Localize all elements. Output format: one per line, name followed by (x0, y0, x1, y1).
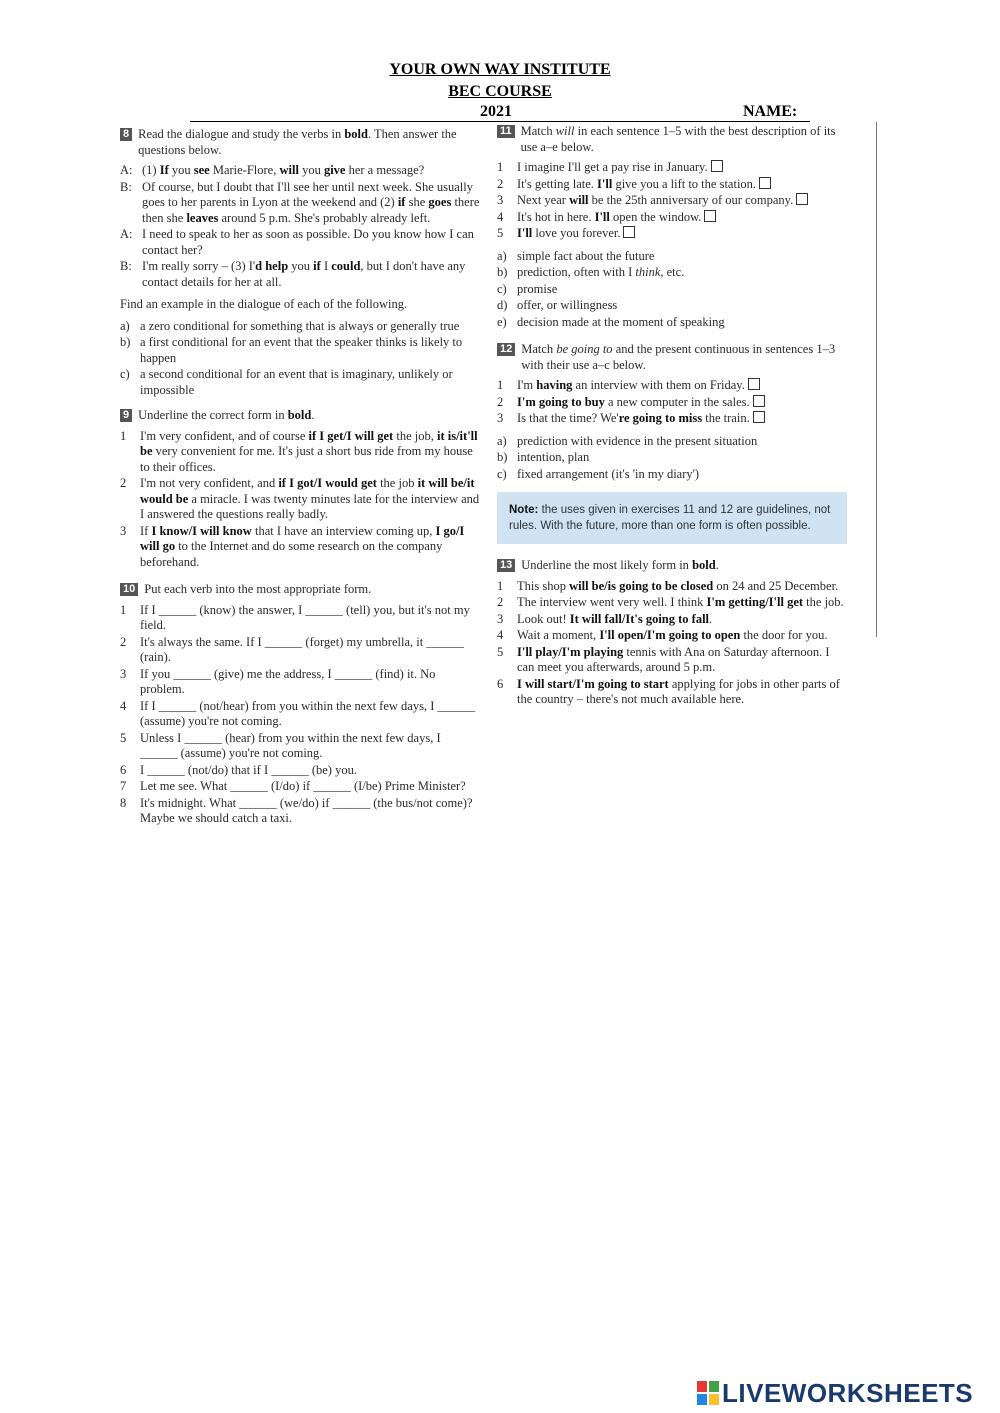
plain-text: Wait a moment, (517, 628, 600, 642)
plain-text: the door for you. (740, 628, 828, 642)
exercise-instruction: Put each verb into the most appropriate form. (144, 582, 372, 596)
item-text (517, 378, 847, 394)
item-label: b) (497, 450, 508, 464)
item-text: a first conditional for an event that the speaker thinks is likely to happen (140, 335, 463, 365)
exercise-12-title (497, 342, 847, 373)
plain-text: around 5 p.m. She's probably already left. (218, 210, 431, 225)
plain-text: you (168, 163, 194, 177)
plain-text: Marie-Flore, (209, 163, 280, 177)
exercise-instruction: Match will in each sentence 1–5 with the best description of its use a–e below. (520, 124, 836, 154)
column-divider (876, 122, 877, 637)
item-text: I ______ (not/do) that if I ______ (be) you. (140, 762, 357, 777)
name-label: NAME: (743, 103, 798, 120)
bold-text: will be/is going to be closed (569, 578, 714, 593)
sentence-list (120, 429, 480, 571)
item-number: 3 (120, 523, 127, 538)
use-list (497, 434, 847, 483)
list-item (497, 579, 847, 595)
answer-checkbox (753, 411, 765, 423)
exercise-13-title (497, 558, 847, 574)
plain-text: the job, (393, 428, 437, 443)
plain-text: the job. (803, 595, 844, 609)
list-item (120, 524, 480, 571)
plain-text: the job (376, 476, 418, 490)
exercise-number: 12 (497, 343, 515, 356)
item-number: 4 (497, 628, 504, 642)
item-number: 1 (497, 378, 504, 392)
item-text: Unless I ______ (hear) from you within the next few days, I ______ (assume) you're not coming. (140, 730, 441, 760)
exercise-10-title (120, 582, 480, 598)
year-label: 2021 (480, 103, 512, 120)
plain-text: I'm (517, 378, 537, 392)
list-item (497, 434, 847, 450)
list-item: b) prediction, often with I think, etc. (497, 265, 685, 279)
list-item (120, 779, 480, 795)
plain-text: very convenient for me. It's just a short bus ride from my house to their offices. (140, 444, 473, 474)
list-item (497, 177, 847, 193)
item-number: 5 (497, 644, 504, 659)
answer-checkbox (753, 395, 765, 407)
speaker-label: A: (120, 227, 133, 241)
exercise-instruction: Read the dialogue and study the verbs in bold. Then answer the questions below. (138, 127, 457, 157)
bold-text: having (536, 378, 573, 392)
item-text (517, 612, 847, 628)
item-text: intention, plan (517, 450, 590, 464)
item-text (517, 210, 847, 226)
bold-text: if I get/I will get (308, 428, 394, 443)
dialogue-text (142, 227, 480, 258)
exercise-number: 8 (120, 128, 132, 141)
item-text: It's midnight. What ______ (we/do) if ______ (the bus/not come)? Maybe we should catch a taxi. (140, 795, 473, 825)
answer-checkbox (748, 378, 760, 390)
plain-text: an interview with them on Friday. (572, 378, 745, 392)
plain-text: that I have an interview coming up, (251, 523, 436, 538)
list-item (497, 612, 847, 628)
speaker-label: B: (120, 179, 132, 194)
logo-icon (697, 1381, 719, 1405)
bold-text: will (279, 163, 299, 177)
bold-text: I'm going to buy (517, 394, 605, 409)
plain-text: (1) (142, 163, 160, 177)
bold-text: I'm getting/I'll get (706, 595, 804, 609)
bold-text: it is/it'll be (140, 428, 478, 458)
list-item (497, 595, 847, 611)
course-title: BEC COURSE (448, 83, 552, 100)
list-item (120, 429, 480, 476)
item-text (517, 193, 847, 209)
bold-text: if (313, 259, 321, 273)
item-number: 8 (120, 795, 127, 810)
item-number: 2 (120, 634, 127, 649)
item-number: 2 (497, 176, 504, 191)
list-item (120, 476, 480, 523)
item-text (517, 411, 847, 427)
exercise-number: 9 (120, 409, 132, 422)
item-number: 3 (497, 411, 504, 425)
dialogue-line (120, 180, 480, 227)
item-number: 2 (120, 476, 127, 490)
item-text (517, 579, 847, 595)
item-number: 7 (120, 779, 127, 793)
plain-text: you (288, 259, 314, 273)
answer-checkbox (759, 177, 771, 189)
item-text (140, 524, 480, 571)
bold-text: leaves (186, 210, 219, 225)
plain-text: Of course, but I doubt that I'll see her until next week. She usually goes to her parents in Lyon at the weekend and (2) (142, 179, 473, 209)
item-label: c) (497, 466, 507, 481)
plain-text: on 24 and 25 December. (713, 578, 839, 593)
bold-text: if I got/I would get (278, 476, 377, 490)
bold-text: could (331, 259, 361, 273)
exercise-13 (497, 558, 847, 708)
list-item: e) decision made at the moment of speaking (497, 314, 725, 329)
item-text (517, 645, 847, 676)
list-item: a) simple fact about the future (497, 248, 655, 263)
list-item (497, 411, 847, 427)
plain-text: her a message? (345, 163, 425, 177)
dialogue-text (142, 259, 480, 290)
bold-text: I go/I will go (140, 523, 465, 553)
exercise-instruction: Underline the most likely form in bold. (521, 558, 719, 572)
sentence-list (120, 603, 480, 827)
plain-text: there then she (142, 195, 480, 225)
dialogue (120, 163, 480, 290)
exercise-9-title (120, 408, 480, 424)
item-number: c) (120, 367, 130, 381)
dialogue-text (142, 163, 480, 179)
plain-text: I'm not very confident, and (140, 476, 279, 490)
list-item (120, 335, 480, 366)
liveworksheets-logo (697, 1378, 973, 1408)
bold-text: re going to miss (618, 411, 703, 425)
list-item (497, 645, 847, 676)
item-text (517, 677, 847, 708)
plain-text: It's getting late. (517, 176, 598, 191)
plain-text: , but I don't have any contact details for her at all. (142, 259, 466, 289)
plain-text: give you a lift to the station. (612, 176, 757, 191)
bold-text: I'll (517, 226, 533, 240)
dialogue-line (120, 163, 480, 179)
item-text: If you ______ (give) me the address, I ______ (find) it. No problem. (140, 666, 436, 696)
speaker-label: A: (120, 163, 133, 177)
plain-text: The interview went very well. I think (517, 595, 707, 609)
item-text (517, 160, 847, 176)
item-number: 2 (497, 394, 504, 409)
item-number: 6 (120, 762, 127, 777)
item-text: Let me see. What ______ (I/do) if ______ (I/be) Prime Minister? (140, 779, 466, 793)
item-text (140, 429, 480, 476)
plain-text: to the Internet and do some research on the company beforehand. (140, 539, 443, 569)
item-label: a) (497, 433, 507, 448)
bold-text: will (569, 193, 589, 207)
plain-text: a miracle. I was twenty minutes late for the interview and I answered the questions really badly. (140, 491, 480, 521)
exercise-number: 10 (120, 583, 138, 596)
list-item (120, 319, 480, 335)
plain-text: you (298, 163, 324, 177)
sentence-list (497, 378, 847, 427)
list-item (497, 467, 847, 483)
item-number: 3 (120, 666, 127, 681)
item-text (140, 476, 480, 523)
exercise-11-title (497, 124, 847, 155)
plain-text: a new computer in the sales. (604, 394, 750, 409)
plain-text: tennis with Ana on Saturday afternoon. I can meet you afterwards, around 5 p.m. (517, 644, 830, 674)
list-item (120, 667, 480, 698)
list-item (497, 395, 847, 411)
bold-text: if (397, 195, 406, 209)
item-number: b) (120, 335, 131, 349)
bold-text: goes (428, 195, 452, 209)
plain-text: I'm really sorry – (3) I' (142, 259, 256, 273)
item-number: 4 (120, 698, 127, 713)
item-text: a second conditional for an event that is imaginary, unlikely or impossible (140, 367, 453, 397)
exercise-12 (497, 342, 847, 482)
bold-text: If (159, 163, 169, 177)
list-item (497, 210, 847, 226)
item-text (517, 595, 847, 611)
list-item (120, 796, 480, 827)
plain-text: Next year (517, 193, 570, 207)
item-number: 1 (120, 602, 127, 617)
bold-text: I'll open/I'm going to open (599, 628, 741, 642)
plain-text: This shop (517, 578, 570, 593)
sentence-list (497, 579, 847, 708)
plain-text: open the window. (609, 209, 702, 224)
plain-text: she (405, 195, 429, 209)
item-text (517, 628, 847, 644)
plain-text: . (709, 611, 713, 626)
question-list (120, 319, 480, 399)
item-text: It's always the same. If I ______ (forget) my umbrella, it ______ (rain). (140, 634, 464, 664)
list-item (120, 699, 480, 730)
exercise-9 (120, 408, 480, 570)
item-number: 1 (120, 428, 127, 443)
answer-checkbox (623, 226, 635, 238)
use-list (497, 249, 847, 331)
item-text (517, 177, 847, 193)
bold-text: I'll (594, 209, 610, 224)
dialogue-line (120, 259, 480, 290)
item-number: 6 (497, 676, 504, 691)
right-column (497, 120, 847, 713)
exercise-8-title (120, 127, 480, 158)
list-item (120, 763, 480, 779)
note-box: Note: the uses given in exercises 11 and 12 are guidelines, not rules. With the future, more than one form is often possible. (497, 492, 847, 544)
plain-text: Look out! (517, 611, 570, 626)
plain-text: I (320, 259, 332, 273)
item-text: If I ______ (not/hear) from you within the next few days, I ______ (assume) you're not coming. (140, 698, 475, 728)
exercise-8 (120, 127, 480, 398)
bold-text: I know/I will know (151, 523, 252, 538)
item-text (517, 395, 847, 411)
list-item (120, 603, 480, 634)
item-number: a) (120, 318, 130, 333)
list-item (497, 378, 847, 394)
item-number: 1 (497, 578, 504, 593)
exercise-number: 13 (497, 559, 515, 572)
left-column (120, 123, 480, 832)
bold-text: give (323, 163, 346, 177)
bold-text: I'll (597, 176, 613, 191)
plain-text: the train. (702, 411, 750, 425)
list-item (497, 160, 847, 176)
list-item (120, 367, 480, 398)
item-number: 5 (120, 730, 127, 745)
plain-text: I need to speak to her as soon as possible. Do you know how I can contact her? (142, 227, 474, 257)
list-item (120, 635, 480, 666)
plain-text: I'm very confident, and of course (140, 428, 309, 443)
speaker-label: B: (120, 259, 132, 273)
item-number: 1 (497, 160, 504, 174)
exercise-number: 11 (497, 125, 515, 138)
exercise-11 (497, 124, 847, 330)
list-item: d) offer, or willingness (497, 298, 618, 312)
bold-text: I'll play/I'm playing (517, 644, 624, 659)
dialogue-line (120, 227, 480, 258)
list-item (497, 193, 847, 209)
institute-title: YOUR OWN WAY INSTITUTE (389, 61, 611, 78)
list-item (120, 731, 480, 762)
answer-checkbox (711, 160, 723, 172)
bold-text: It will fall/It's going to fall (569, 611, 710, 626)
sentence-list (497, 160, 847, 242)
list-item (497, 450, 847, 466)
item-text: prediction with evidence in the present situation (517, 433, 758, 448)
item-number: 5 (497, 226, 504, 240)
answer-checkbox (796, 193, 808, 205)
item-number: 2 (497, 595, 504, 609)
list-item (497, 677, 847, 708)
plain-text: be the 25th anniversary of our company. (588, 193, 794, 207)
plain-text: If (140, 523, 152, 538)
bold-text: see (193, 163, 210, 177)
exercise-instruction: Match be going to and the present continuous in sentences 1–3 with their use a–c below. (521, 342, 836, 372)
logo-text: LIVEWORKSHEETS (722, 1377, 974, 1408)
list-item: c) promise (497, 281, 558, 296)
item-number: 3 (497, 611, 504, 626)
item-text: If I ______ (know) the answer, I ______ (tell) you, but it's not my field. (140, 602, 470, 632)
answer-checkbox (704, 210, 716, 222)
plain-text: love you forever. (532, 226, 621, 240)
plain-text: Is that the time? We' (517, 411, 619, 425)
exercise-10 (120, 582, 480, 827)
exercise-instruction: Underline the correct form in bold. (138, 408, 315, 422)
list-item (497, 628, 847, 644)
bold-text: it will be/it would be (140, 476, 475, 506)
find-instruction: Find an example in the dialogue of each of the following. (120, 297, 408, 311)
item-text (517, 226, 847, 242)
item-text: a zero conditional for something that is always or generally true (140, 318, 460, 333)
plain-text: I imagine I'll get a pay rise in January. (517, 160, 708, 174)
bold-text: I will start/I'm going to start (517, 676, 669, 691)
dialogue-text (142, 180, 480, 227)
item-number: 4 (497, 209, 504, 224)
item-text: fixed arrangement (it's 'in my diary') (517, 466, 700, 481)
list-item (497, 226, 847, 242)
plain-text: It's hot in here. (517, 209, 595, 224)
item-number: 3 (497, 193, 504, 207)
plain-text: applying for jobs in other parts of the country – there's not much available here. (517, 676, 840, 706)
bold-text: d help (255, 259, 289, 273)
